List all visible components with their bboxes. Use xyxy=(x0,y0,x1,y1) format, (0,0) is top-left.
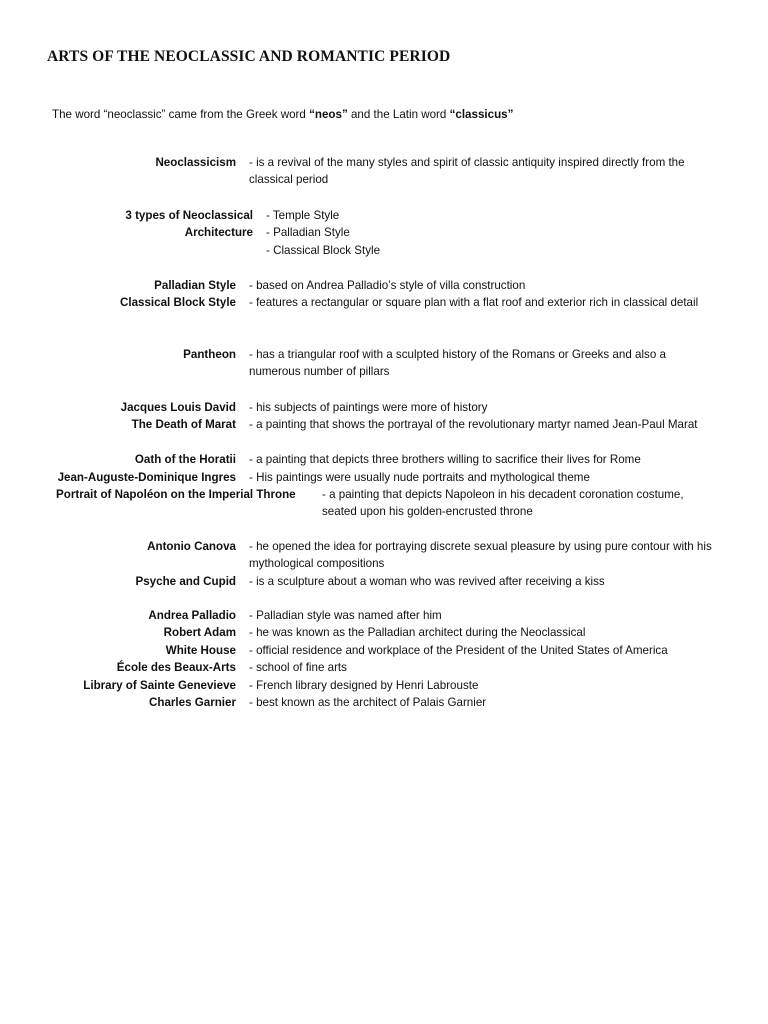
architects-section xyxy=(0,607,768,711)
napoleon-section xyxy=(0,486,768,521)
types-label-line2: Architecture xyxy=(184,226,253,240)
definition-row xyxy=(0,677,768,694)
definition-text: - official residence and workplace of the President of the United States of America xyxy=(249,643,668,657)
term-label: Pantheon xyxy=(183,348,236,361)
page-title: ARTS OF THE NEOCLASSIC AND ROMANTIC PERIOD xyxy=(47,48,451,65)
definition-row xyxy=(0,154,768,189)
definition-text: - has a triangular roof with a sculpted history of the Romans or Greeks and also a numerous number of pillars xyxy=(249,348,666,379)
term-label: Jacques Louis David xyxy=(120,401,236,414)
list-item: - Classical Block Style xyxy=(266,243,381,257)
definition-text: - is a revival of the many styles and spirit of classic antiquity inspired directly from the classical period xyxy=(249,156,685,187)
definition-row xyxy=(0,469,768,486)
definition-text: - French library designed by Henri Labrouste xyxy=(249,678,479,692)
definition-row xyxy=(0,642,768,659)
intro-sentence xyxy=(52,108,513,121)
definition-text: - his subjects of paintings were more of history xyxy=(249,401,488,414)
definition-text: - a painting that shows the portrayal of the revolutionary martyr named Jean-Paul Marat xyxy=(249,418,698,432)
term-label: Charles Garnier xyxy=(149,695,236,709)
definition-text: - he was known as the Palladian architect during the Neoclassical xyxy=(249,626,586,640)
term-label: Oath of the Horatii xyxy=(134,453,236,467)
term-label: Library of Sainte Genevieve xyxy=(83,678,236,692)
term-label: The Death of Marat xyxy=(131,418,236,432)
definition-text: - features a rectangular or square plan with a flat roof and exterior rich in classical detail xyxy=(249,296,699,310)
intro-greek-word: “neos” xyxy=(309,108,348,121)
definition-text: - he opened the idea for portraying discrete sexual pleasure by using pure contour with his mythological compositions xyxy=(249,540,712,571)
sculpture-section xyxy=(0,538,768,590)
definition-row xyxy=(0,486,768,521)
intro-prefix: The word “neoclassic” came from the Greek word xyxy=(52,108,310,121)
term-label: White House xyxy=(165,643,236,657)
definition-row xyxy=(0,538,768,573)
term-label: Antonio Canova xyxy=(147,540,236,553)
term-label: Palladian Style xyxy=(154,279,236,292)
term-label: Neoclassicism xyxy=(155,156,236,169)
types-list xyxy=(266,207,380,259)
definition-text: - school of fine arts xyxy=(249,661,347,675)
term-label: École des Beaux-Arts xyxy=(116,661,236,675)
term-label: Classical Block Style xyxy=(120,296,236,310)
definition-text: - a painting that depicts three brothers willing to sacrifice their lives for Rome xyxy=(249,453,641,467)
definition-text: - His paintings were usually nude portraits and mythological theme xyxy=(249,470,590,484)
definition-text: - is a sculpture about a woman who was revived after receiving a kiss xyxy=(249,574,605,588)
definition-text: - best known as the architect of Palais Garnier xyxy=(249,695,487,709)
intro-middle: and the Latin word xyxy=(347,108,450,121)
pantheon-section xyxy=(0,346,768,381)
definition-text: - Palladian style was named after him xyxy=(249,609,442,622)
styles-section xyxy=(0,277,768,329)
definition-row xyxy=(0,294,768,329)
term-label: Psyche and Cupid xyxy=(135,574,236,588)
definition-text: - a painting that depicts Napoleon in his decadent coronation costume, seated upon his golden-encrusted throne xyxy=(322,488,684,519)
definition-row xyxy=(0,659,768,676)
neoclassicism-section xyxy=(0,154,768,189)
types-label xyxy=(125,207,253,242)
definition-row xyxy=(0,573,768,590)
list-item: - Palladian Style xyxy=(266,226,350,240)
definition-row xyxy=(0,416,768,451)
definition-row xyxy=(0,451,768,468)
types-label-line1: 3 types of Neoclassical xyxy=(125,209,253,222)
list-item: - Temple Style xyxy=(266,209,340,222)
definition-row xyxy=(0,694,768,711)
intro-latin-word: “classicus” xyxy=(449,108,514,121)
definition-row xyxy=(0,607,768,624)
definition-row xyxy=(0,277,768,294)
term-label: Robert Adam xyxy=(163,626,236,640)
term-label: Jean-Auguste-Dominique Ingres xyxy=(57,470,236,484)
definition-row xyxy=(0,624,768,641)
term-label: Andrea Palladio xyxy=(148,609,236,622)
definition-row xyxy=(0,346,768,381)
definition-row xyxy=(0,399,768,416)
definition-text: - based on Andrea Palladio’s style of villa construction xyxy=(249,279,526,292)
painters-section xyxy=(0,399,768,486)
term-label: Portrait of Napoléon on the Imperial Throne xyxy=(56,488,296,501)
